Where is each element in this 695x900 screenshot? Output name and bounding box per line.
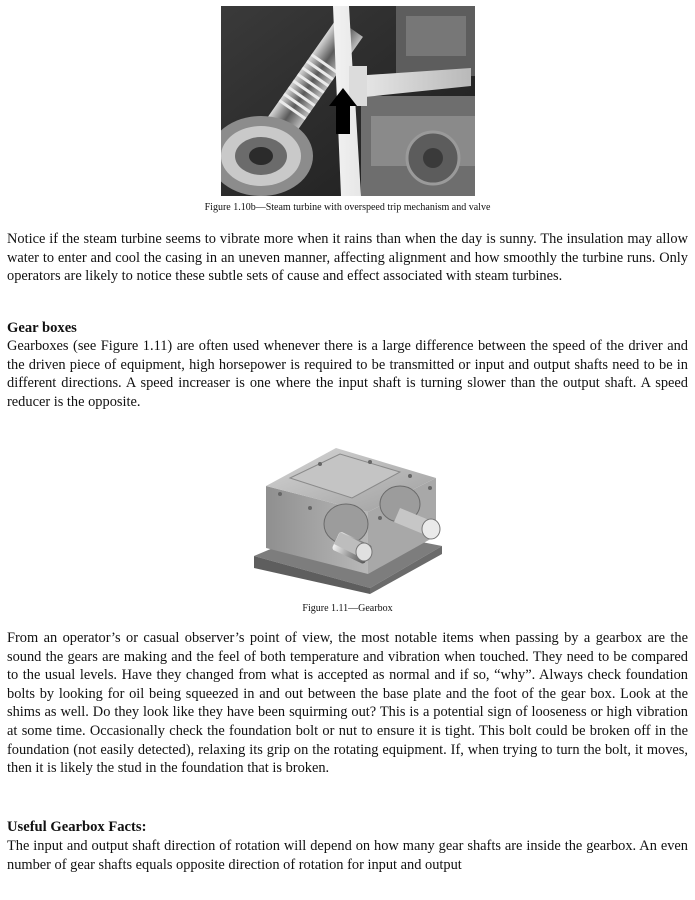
useful-gearbox-facts-heading: Useful Gearbox Facts: bbox=[7, 819, 147, 835]
gear-boxes-paragraph: Gearboxes (see Figure 1.11) are often used whenever there is a large difference between the speed of the driver and the driven piece of equipment, high horsepower is required to be transmitted or input and output shafts need to be in different directions. A speed increaser is one where the input shaft is turning slower than the output shaft. A speed reducer is the opposite. bbox=[7, 338, 688, 410]
gearbox-illustration bbox=[250, 428, 446, 594]
figure-1-10b-caption: Figure 1.10b—Steam turbine with overspeed trip mechanism and valve bbox=[204, 202, 491, 213]
intro-paragraph: Notice if the steam turbine seems to vibrate more when it rains than when the day is sunny. The insulation may allow water to enter and cool the casing in an uneven manner, affecting alignment and how smoothly the turbine runs. Only operators are likely to notice these subtle sets of cause and effect associated with steam turbines. bbox=[7, 231, 688, 285]
observer-paragraph: From an operator’s or casual observer’s point of view, the most notable items when passing by a gearbox are the sound the gears are making and the feel of both temperature and vibration when touched. They need to be compared to the usual levels. Have they changed from what is accepted as normal and if so, “why”. Always check foundation bolts by looking for oil being squeezed in and out between the base plate and the foot of the gear box. Look at the shims as well. Do they look like they have been squirming out? This is a potential sign of looseness or high vibration at some time. Occasionally check the foundation bolt or nut to ensure it is tight. This bolt could be broken off in the foundation (not easily detected), relaxing its grip on the rotating equipment. If, when trying to turn the bolt, it moves, then it is likely the stud in the foundation that is broken. bbox=[7, 630, 688, 777]
useful-gearbox-facts-paragraph: The input and output shaft direction of rotation will depend on how many gear shafts are inside the gearbox. An even number of gear shafts equals opposite direction of rotation for input and output bbox=[7, 838, 688, 873]
steam-turbine-illustration bbox=[221, 6, 475, 196]
figure-1-11-caption: Figure 1.11—Gearbox bbox=[302, 603, 393, 614]
gear-boxes-heading: Gear boxes bbox=[7, 320, 77, 336]
gearbox-photo bbox=[250, 428, 446, 594]
steam-turbine-photo bbox=[221, 6, 475, 196]
